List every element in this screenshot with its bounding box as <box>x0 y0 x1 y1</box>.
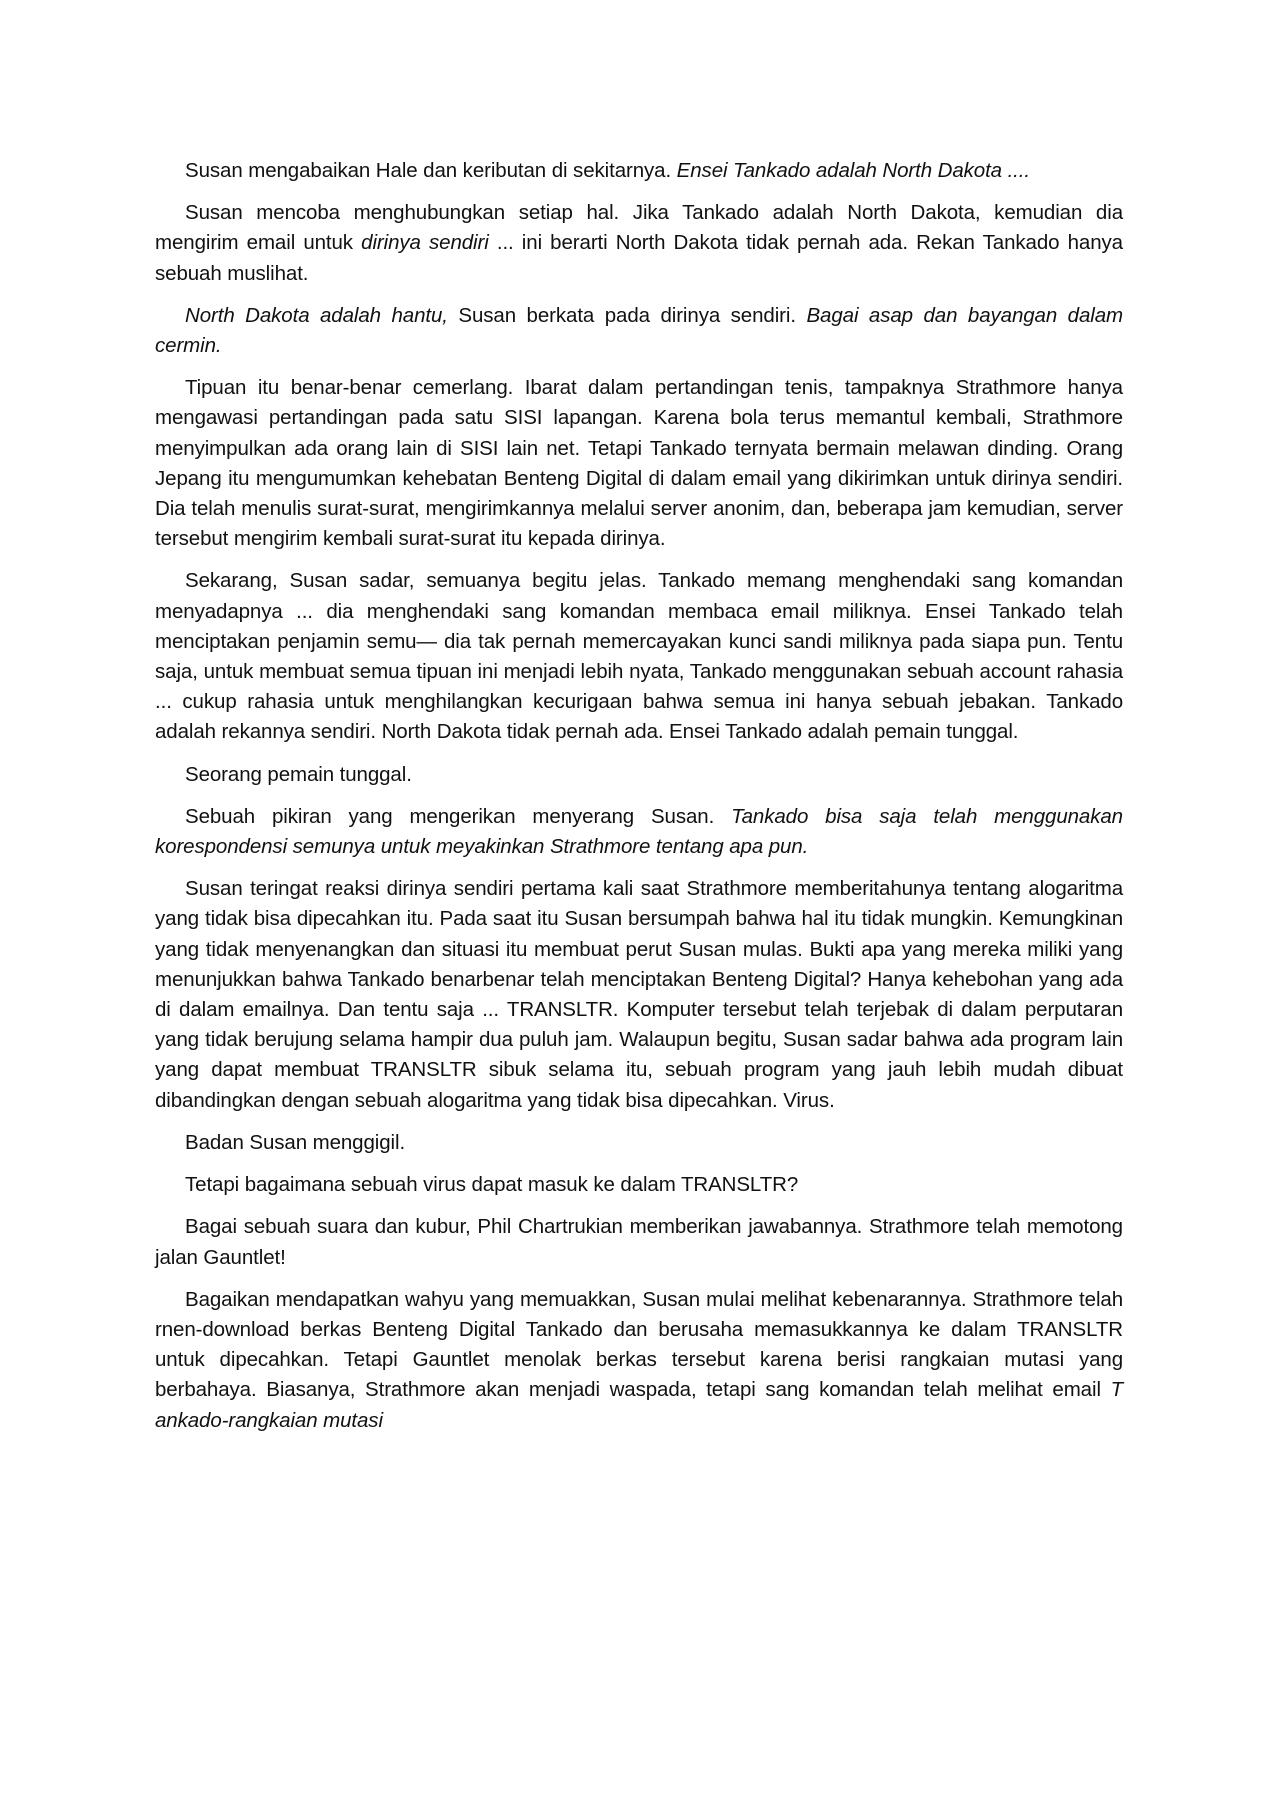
text-segment: Sebuah pikiran yang mengerikan menyerang Susan. <box>185 804 732 828</box>
paragraph-2 <box>155 198 1123 289</box>
paragraph-10 <box>155 1170 1123 1200</box>
text-segment: Bagaikan mendapatkan wahyu yang memuakkan, Susan mulai melihat kebenarannya. Strathmore telah rnen-download berkas Benteng Digital Tankado dan berusaha memasukkannya ke dalam TRANSLTR untuk dipecahkan. Tetapi Gauntlet menolak berkas tersebut karena berisi rangkaian mutasi yang berbahaya. Biasanya, Strathmore akan menjadi waspada, tetapi sang komandan telah melihat email <box>155 1287 1123 1402</box>
paragraph-7 <box>155 802 1123 862</box>
paragraph-8 <box>155 874 1123 1116</box>
text-segment: Susan mencoba menghubungkan setiap hal. Jika Tankado adalah North Dakota, kemudian dia mengirim email untuk <box>155 201 1123 255</box>
paragraph-9 <box>155 1128 1123 1158</box>
text-segment: Susan berkata pada dirinya sendiri. <box>447 303 807 327</box>
text-segment: Susan mengabaikan Hale dan keributan di sekitarnya. <box>185 159 677 182</box>
text-segment: ... ini berarti North Dakota tidak pernah ada. Rekan Tankado hanya sebuah muslihat. <box>155 231 1123 285</box>
text-segment: Tipuan itu benar-benar cemerlang. Ibarat dalam pertandingan tenis, tampaknya Strathmore hanya mengawasi pertandingan pada satu SISI lapangan. Karena bola terus memantul kembali, Strathmore menyimpulkan ada orang lain di SISI lain net. Tetapi Tankado ternyata bermain melawan dinding. Orang Jepang itu mengumumkan kehebatan Benteng Digital di dalam email yang dikirimkan untuk dirinya sendiri. Dia telah menulis surat-surat, mengirimkannya melalui server anonim, dan, beberapa jam kemudian, server tersebut mengirim kembali surat-surat itu kepada dirinya. <box>155 376 1123 551</box>
text-segment: Sekarang, Susan sadar, semuanya begitu jelas. Tankado memang menghendaki sang komandan menyadapnya ... dia menghendaki sang komandan membaca email miliknya. Ensei Tankado telah menciptakan penjamin semu— dia tak pernah memercayakan kunci sandi miliknya pada siapa pun. Tentu saja, untuk membuat semua tipuan ini menjadi lebih nyata, Tankado menggunakan sebuah account rahasia ... cukup rahasia untuk menghilangkan kecurigaan bahwa semua ini hanya sebuah jebakan. Tankado adalah rekannya sendiri. North Dakota tidak pernah ada. Ensei Tankado adalah pemain tunggal. <box>155 569 1123 744</box>
italic-segment: dirinya sendiri <box>361 231 489 255</box>
text-segment: Bagai sebuah suara dan kubur, Phil Chartrukian memberikan jawabannya. Strathmore telah memotong jalan Gauntlet! <box>155 1215 1123 1269</box>
paragraph-5 <box>155 566 1123 747</box>
paragraph-1 <box>155 156 1123 186</box>
italic-segment: T ankado-rangkaian mutasi <box>155 1378 1123 1432</box>
paragraph-3 <box>155 301 1123 361</box>
italic-segment: North Dakota adalah hantu, <box>185 303 448 327</box>
italic-segment: Ensei Tankado adalah North Dakota .... <box>676 159 1030 182</box>
paragraph-6 <box>155 760 1123 790</box>
paragraph-12 <box>155 1285 1123 1436</box>
text-segment: Badan Susan menggigil. <box>185 1130 406 1154</box>
paragraph-11 <box>155 1212 1123 1272</box>
text-segment: Susan teringat reaksi dirinya sendiri pertama kali saat Strathmore memberitahunya tentang alogaritma yang tidak bisa dipecahkan itu. Pada saat itu Susan bersumpah bahwa hal itu tidak mungkin. Kemungkinan yang tidak menyenangkan dan situasi itu membuat perut Susan mulas. Bukti apa yang mereka miliki yang menunjukkan bahwa Tankado benarbenar telah menciptakan Benteng Digital? Hanya kehebohan yang ada di dalam emailnya. Dan tentu saja ... TRANSLTR. Komputer tersebut telah terjebak di dalam perputaran yang tidak berujung selama hampir dua puluh jam. Walaupun begitu, Susan sadar bahwa ada program lain yang dapat membuat TRANSLTR sibuk selama itu, sebuah program yang jauh lebih mudah dibuat dibandingkan dengan sebuah alogaritma yang tidak bisa dipecahkan. Virus. <box>155 877 1123 1112</box>
italic-segment: Bagai asap dan bayangan dalam cermin. <box>155 303 1124 358</box>
paragraph-4 <box>155 373 1123 554</box>
italic-segment: Tankado bisa saja telah menggunakan korespondensi semunya untuk meyakinkan Strathmore tentang apa pun. <box>155 804 1123 859</box>
document-page <box>155 156 1123 1448</box>
text-segment: Tetapi bagaimana sebuah virus dapat masuk ke dalam TRANSLTR? <box>185 1173 799 1197</box>
text-segment: Seorang pemain tunggal. <box>185 762 412 786</box>
